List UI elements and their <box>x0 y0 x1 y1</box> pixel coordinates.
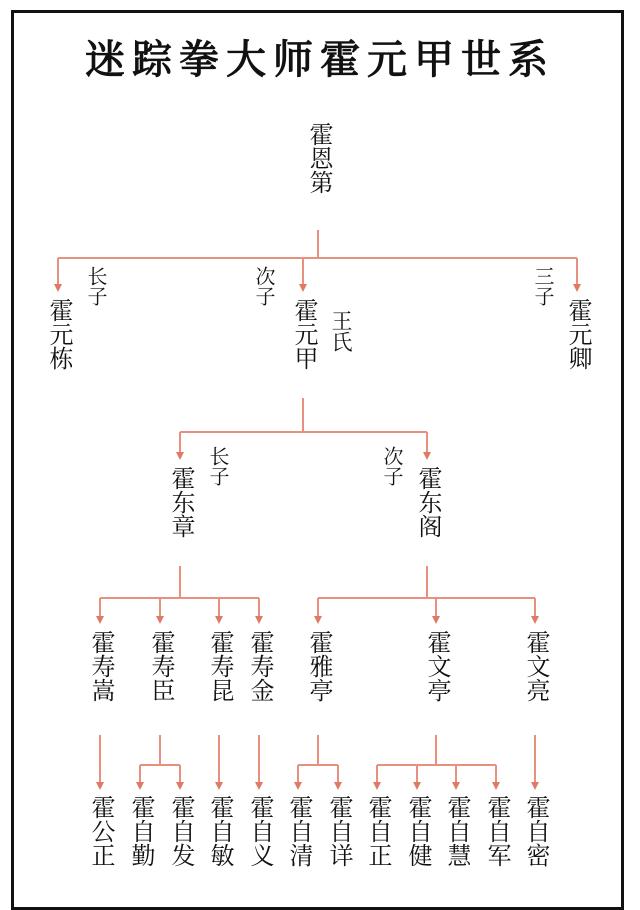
person-name: 霍自正 <box>364 795 392 867</box>
person-name: 霍寿臣 <box>147 630 175 702</box>
person-name: 霍元甲 <box>290 298 318 370</box>
relation-label: 次子 <box>380 446 404 486</box>
person-name: 霍自详 <box>325 795 353 867</box>
arrow-head <box>96 616 104 624</box>
arrow-head <box>452 782 460 790</box>
person-name: 霍恩第 <box>305 122 333 194</box>
person-name: 霍元栋 <box>45 298 73 370</box>
person-name: 霍自清 <box>285 795 313 867</box>
arrow-head <box>423 452 431 460</box>
arrow-head <box>54 284 62 292</box>
person-name: 霍自健 <box>404 795 432 867</box>
arrow-head <box>531 616 539 624</box>
person-name: 霍公正 <box>87 795 115 867</box>
person-name: 霍寿昆 <box>206 630 234 702</box>
person-name: 霍自敏 <box>206 795 234 867</box>
arrow-head <box>255 616 263 624</box>
arrow-head <box>314 616 322 624</box>
diagram-title: 迷踪拳大师霍元甲世系 <box>85 36 555 83</box>
relation-label: 长子 <box>84 266 108 306</box>
person-name: 霍文亭 <box>423 630 451 702</box>
arrow-head <box>334 782 342 790</box>
arrow-head <box>299 284 307 292</box>
arrow-head <box>255 782 263 790</box>
person-name: 霍自密 <box>522 795 550 867</box>
arrow-head <box>531 782 539 790</box>
person-name: 霍自发 <box>167 795 195 867</box>
person-name: 霍自慧 <box>443 795 471 867</box>
arrow-head <box>573 284 581 292</box>
person-name: 霍雅亭 <box>305 630 333 702</box>
arrow-head <box>432 616 440 624</box>
relation-label: 次子 <box>252 266 276 306</box>
person-name: 霍东阁 <box>414 466 442 538</box>
arrow-head <box>176 782 184 790</box>
arrow-head <box>413 782 421 790</box>
person-name: 霍文亮 <box>522 630 550 702</box>
arrow-head <box>373 782 381 790</box>
arrow-head <box>136 782 144 790</box>
person-name: 霍东章 <box>167 466 195 538</box>
arrow-head <box>215 782 223 790</box>
person-name: 霍自军 <box>483 795 511 867</box>
arrow-head <box>156 616 164 624</box>
spouse-label: 王氏 <box>329 310 353 352</box>
relation-label: 长子 <box>206 446 230 486</box>
person-name: 霍寿金 <box>246 630 274 702</box>
person-name: 霍元卿 <box>564 298 592 370</box>
arrow-head <box>492 782 500 790</box>
person-name: 霍寿嵩 <box>87 630 115 702</box>
arrow-head <box>176 452 184 460</box>
person-name: 霍自勤 <box>127 795 155 867</box>
person-name: 霍自义 <box>246 795 274 867</box>
arrow-head <box>215 616 223 624</box>
relation-label: 三子 <box>531 266 555 306</box>
arrow-head <box>96 782 104 790</box>
arrow-head <box>294 782 302 790</box>
